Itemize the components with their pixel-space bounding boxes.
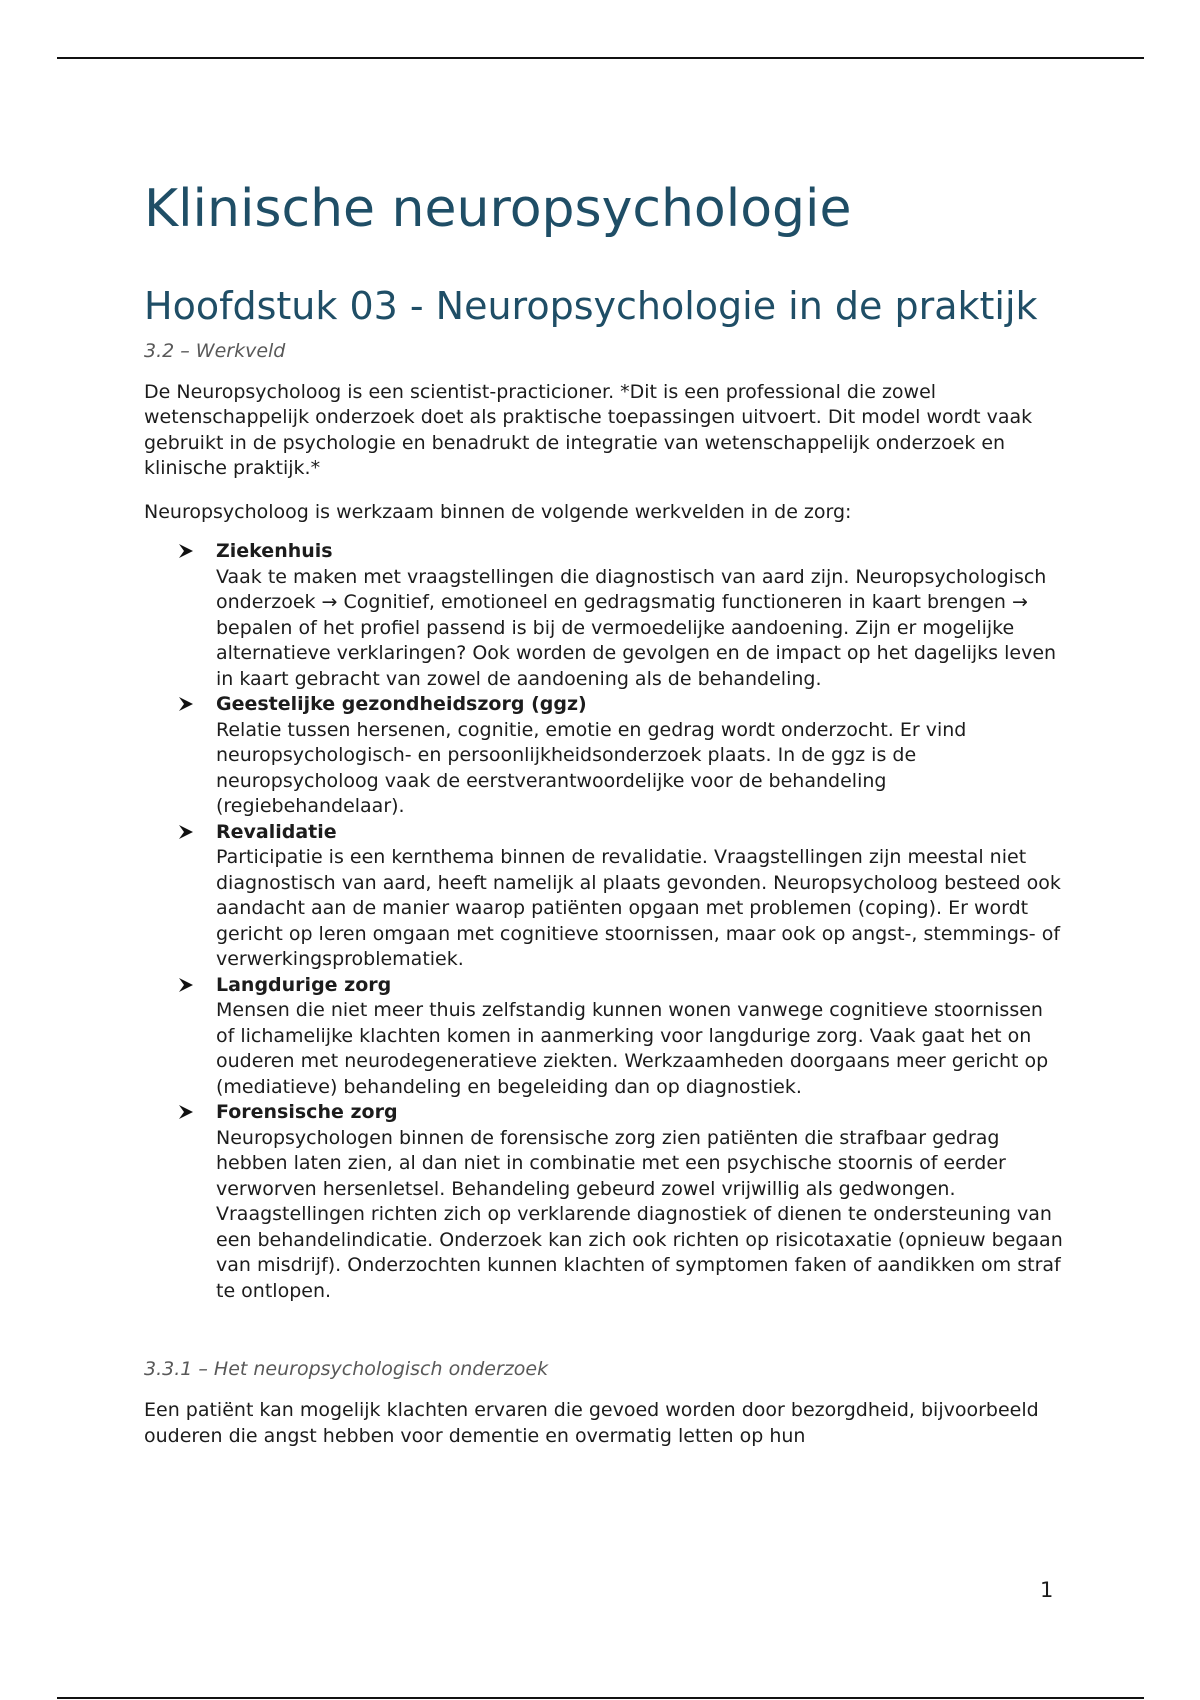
- list-item: [216, 820, 1064, 973]
- fields-intro-paragraph: Neuropsycholoog is werkzaam binnen de volgende werkvelden in de zorg:: [144, 500, 852, 523]
- field-title: Forensische zorg: [216, 1101, 398, 1124]
- chapter-title: Hoofdstuk 03 - Neuropsychologie in de praktijk: [144, 284, 1038, 329]
- arrowhead-bullet-icon: [178, 543, 194, 559]
- page-content: [144, 178, 1064, 1449]
- section-heading-werkveld: 3.2 – Werkveld: [144, 339, 286, 362]
- list-item: [216, 692, 1064, 820]
- list-item: [216, 1100, 1064, 1304]
- document-title: Klinische neuropsychologie: [144, 179, 852, 239]
- field-title: Revalidatie: [216, 820, 337, 843]
- page-number: 1: [1040, 1578, 1054, 1602]
- arrowhead-bullet-icon: [178, 1104, 194, 1120]
- field-description: Vaak te maken met vraagstellingen die diagnostisch van aard zijn. Neuropsychologisch onderzoek → Cognitief, emotioneel en gedragsmatig functioneren in kaart brengen → bepalen of het profiel passend is bij de vermoedelijke aandoening. Zijn er mogelijke alternatieve verklaringen? Ook worden de gevolgen en de impact op het dagelijks leven in kaart gebracht van zowel de aandoening als de behandeling.: [216, 565, 1057, 690]
- field-description: Neuropsychologen binnen de forensische zorg zien patiënten die strafbaar gedrag hebben laten zien, al dan niet in combinatie met een psychische stoornis of eerder verworven hersenletsel. Behandeling gebeurd zowel vrijwillig als gedwongen. Vraagstellingen richten zich op verklarende diagnostiek of dienen te ondersteuning van een behandelindicatie. Onderzoek kan zich ook richten op risicotaxatie (opnieuw begaan van misdrijf). Onderzochten kunnen klachten of symptomen faken of aandikken om straf te ontlopen.: [216, 1126, 1063, 1302]
- field-title: Langdurige zorg: [216, 973, 392, 996]
- field-title: Ziekenhuis: [216, 540, 333, 563]
- field-description: Relatie tussen hersenen, cognitie, emotie en gedrag wordt onderzocht. Er vind neuropsychologisch- en persoonlijkheidsonderzoek plaats. In de ggz is de neuropsycholoog vaak de eerstverantwoordelijke voor de behandeling (regiebehandelaar).: [216, 718, 967, 818]
- field-description: Participatie is een kernthema binnen de revalidatie. Vraagstellingen zijn meestal niet diagnostisch van aard, heeft namelijk al plaats gevonden. Neuropsycholoog besteed ook aandacht aan de manier waarop patiënten opgaan met problemen (coping). Er wordt gericht op leren omgaan met cognitieve stoornissen, maar ook op angst-, stemmings- of verwerkingsproblematiek.: [216, 846, 1061, 971]
- header-rule: [57, 57, 1144, 59]
- work-fields-list: [144, 539, 1064, 1304]
- list-item: [216, 539, 1064, 692]
- section-heading-onderzoek: 3.3.1 – Het neuropsychologisch onderzoek: [144, 1358, 549, 1381]
- arrowhead-bullet-icon: [178, 977, 194, 993]
- list-item: [216, 973, 1064, 1101]
- closing-paragraph: Een patiënt kan mogelijk klachten ervaren die gevoed worden door bezorgdheid, bijvoorbeeld ouderen die angst hebben voor dementie en overmatig letten op hun: [144, 1399, 1039, 1447]
- field-description: Mensen die niet meer thuis zelfstandig kunnen wonen vanwege cognitieve stoornissen of lichamelijke klachten komen in aanmerking voor langdurige zorg. Vaak gaat het on ouderen met neurodegeneratieve ziekten. Werkzaamheden doorgaans meer gericht op (mediatieve) behandeling en begeleiding dan op diagnostiek.: [216, 999, 1049, 1098]
- field-title: Geestelijke gezondheidszorg (ggz): [216, 693, 587, 716]
- intro-paragraph: De Neuropsycholoog is een scientist-practicioner. *Dit is een professional die zowel wetenschappelijk onderzoek doet als praktische toepassingen uitvoert. Dit model wordt vaak gebruikt in de psychologie en benadrukt de integratie van wetenschappelijk onderzoek en klinische praktijk.*: [144, 380, 1033, 480]
- arrowhead-bullet-icon: [178, 696, 194, 712]
- footer-rule: [57, 1697, 1144, 1699]
- arrowhead-bullet-icon: [178, 824, 194, 840]
